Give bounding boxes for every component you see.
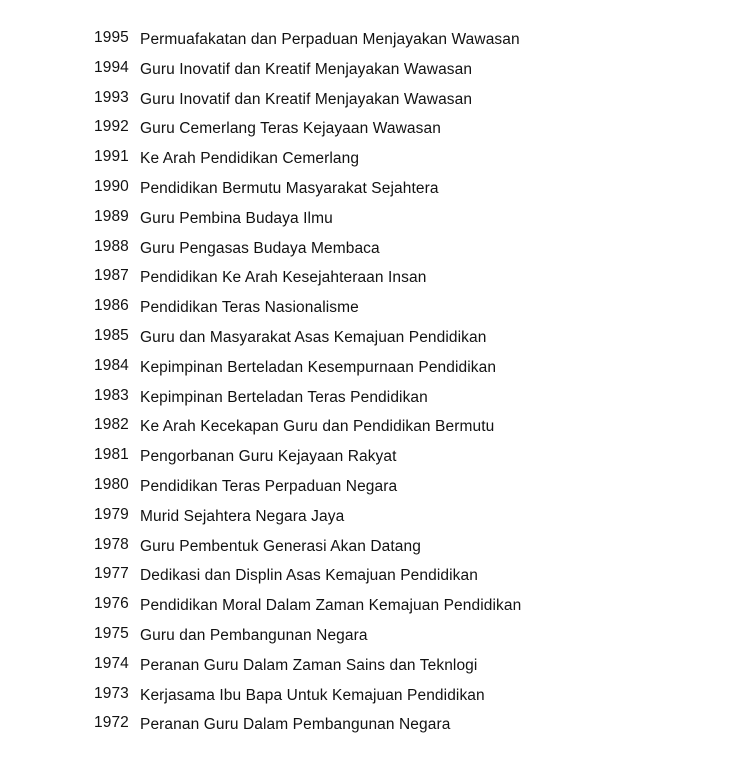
- entry-year: 1984: [94, 356, 129, 374]
- list-item: [94, 147, 521, 177]
- entry-theme: Ke Arah Pendidikan Cemerlang: [140, 150, 360, 168]
- entry-theme: Kepimpinan Berteladan Kesempurnaan Pendidikan: [140, 358, 497, 376]
- entry-year: 1994: [94, 58, 129, 76]
- entry-year: 1981: [94, 446, 129, 464]
- entry-year: 1982: [94, 416, 129, 434]
- list-item: [94, 386, 521, 416]
- entry-year: 1989: [94, 207, 129, 225]
- entry-theme: Pengorbanan Guru Kejayaan Rakyat: [140, 448, 397, 466]
- entry-theme: Pendidikan Bermutu Masyarakat Sejahtera: [140, 179, 439, 197]
- list-item: [94, 356, 521, 386]
- entry-theme: Permuafakatan dan Perpaduan Menjayakan Wawasan: [140, 31, 520, 48]
- list-item: [94, 475, 521, 505]
- list-item: [94, 28, 521, 58]
- list-item: [94, 535, 521, 565]
- entry-year: 1991: [94, 148, 129, 166]
- list-item: [94, 237, 521, 267]
- entry-theme: Peranan Guru Dalam Zaman Sains dan Teknlogi: [140, 656, 478, 674]
- entry-year: 1973: [94, 684, 129, 702]
- entry-year: 1980: [94, 475, 129, 493]
- entry-theme: Ke Arah Kecekapan Guru dan Pendidikan Bermutu: [140, 418, 495, 436]
- entry-year: 1992: [94, 118, 129, 136]
- entry-theme: Guru Inovatif dan Kreatif Menjayakan Wawasan: [140, 60, 473, 78]
- list-item: [94, 88, 521, 118]
- entry-theme: Guru Inovatif dan Kreatif Menjayakan Wawasan: [140, 90, 473, 108]
- entry-theme: Pendidikan Moral Dalam Zaman Kemajuan Pendidikan: [140, 597, 522, 615]
- entry-year: 1972: [94, 714, 129, 732]
- entry-theme: Guru dan Pembangunan Negara: [140, 626, 368, 644]
- list-item: [94, 415, 521, 445]
- entry-theme: Guru dan Masyarakat Asas Kemajuan Pendidikan: [140, 328, 487, 346]
- entry-year: 1995: [94, 29, 129, 46]
- entry-year: 1985: [94, 326, 129, 344]
- entry-theme: Guru Cemerlang Teras Kejayaan Wawasan: [140, 120, 441, 138]
- entry-year: 1976: [94, 595, 129, 613]
- list-item: [94, 326, 521, 356]
- entry-year: 1983: [94, 386, 129, 404]
- list-item: [94, 624, 521, 654]
- list-item: [94, 654, 521, 684]
- list-item: [94, 296, 521, 326]
- entry-theme: Guru Pembina Budaya Ilmu: [140, 209, 333, 227]
- entry-theme: Guru Pembentuk Generasi Akan Datang: [140, 537, 421, 555]
- list-item: [94, 58, 521, 88]
- entry-year: 1986: [94, 297, 129, 315]
- list-item: [94, 266, 521, 296]
- list-item: [94, 505, 521, 535]
- entry-year: 1978: [94, 535, 129, 553]
- list-item: [94, 445, 521, 475]
- entry-year: 1987: [94, 267, 129, 285]
- list-item: [94, 564, 521, 594]
- entry-year: 1974: [94, 654, 129, 672]
- entry-year: 1990: [94, 177, 129, 195]
- entry-theme: Pendidikan Teras Nasionalisme: [140, 299, 359, 317]
- entry-theme: Pendidikan Ke Arah Kesejahteraan Insan: [140, 269, 427, 287]
- list-item: [94, 684, 521, 714]
- list-item: [94, 177, 521, 207]
- entry-year: 1977: [94, 565, 129, 583]
- entry-year: 1979: [94, 505, 129, 523]
- entry-theme: Kerjasama Ibu Bapa Untuk Kemajuan Pendidikan: [140, 686, 485, 704]
- entry-theme: Guru Pengasas Budaya Membaca: [140, 239, 380, 257]
- entry-year: 1975: [94, 624, 129, 642]
- entry-theme: Murid Sejahtera Negara Jaya: [140, 507, 345, 525]
- entry-year: 1988: [94, 237, 129, 255]
- entry-theme: Pendidikan Teras Perpaduan Negara: [140, 477, 398, 495]
- list-item: [94, 117, 521, 147]
- list-item: [94, 713, 521, 743]
- theme-list: [94, 28, 521, 743]
- entry-theme: Dedikasi dan Displin Asas Kemajuan Pendidikan: [140, 567, 478, 585]
- entry-theme: Peranan Guru Dalam Pembangunan Negara: [140, 716, 451, 734]
- list-item: [94, 207, 521, 237]
- entry-year: 1993: [94, 88, 129, 106]
- list-item: [94, 594, 521, 624]
- entry-theme: Kepimpinan Berteladan Teras Pendidikan: [140, 388, 428, 406]
